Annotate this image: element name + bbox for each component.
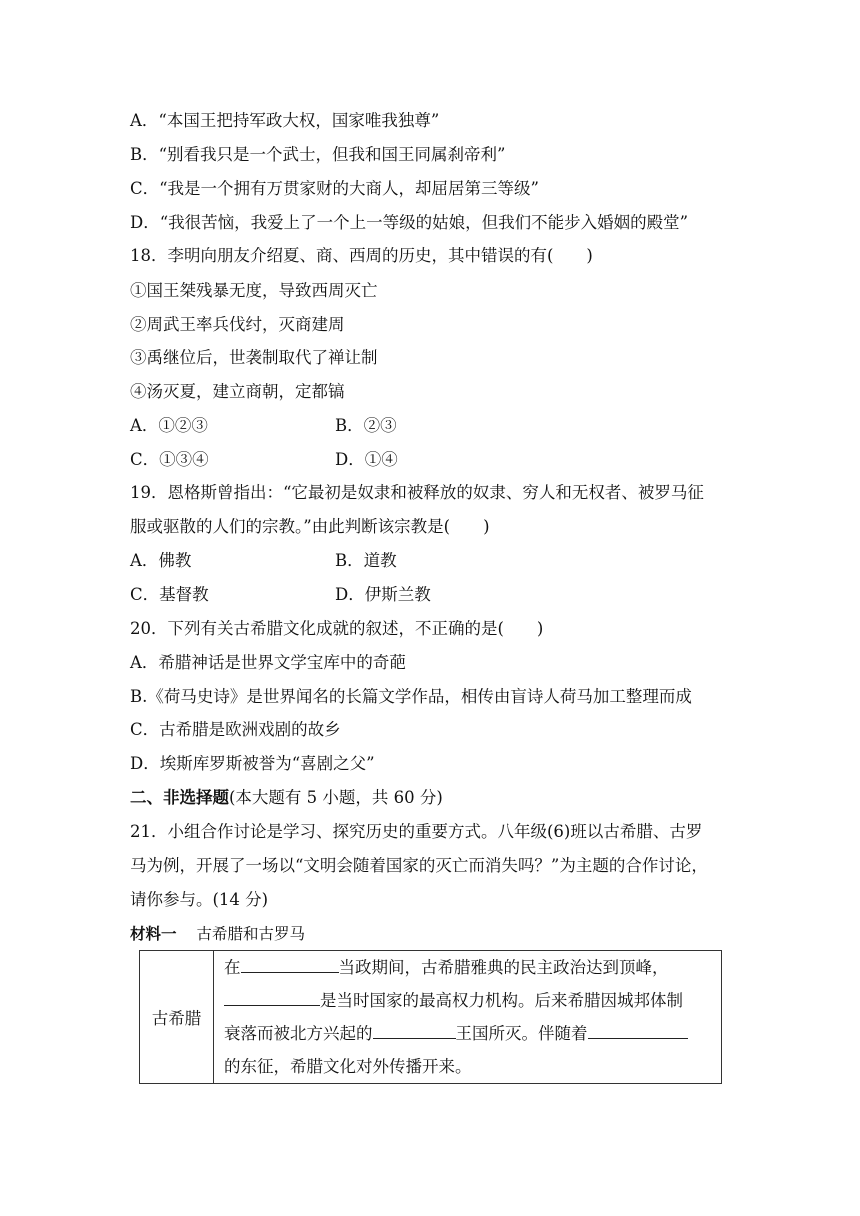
q20-option-d: D．埃斯库罗斯被誉为“喜剧之父” — [130, 754, 375, 773]
section-heading-note: (本大题有 5 小题，共 60 分) — [229, 788, 443, 807]
q20-stem: 20．下列有关古希腊文化成就的叙述，不正确的是( ) — [130, 619, 544, 638]
q19-option-c: C．基督教 — [130, 585, 209, 604]
q20-option-c: C．古希腊是欧洲戏剧的故乡 — [130, 720, 341, 739]
q21-line-3: 请你参与。(14 分) — [130, 890, 269, 909]
q18-item-3: ③禹继位后，世袭制取代了禅让制 — [130, 348, 378, 367]
q18-item-2: ②周武王率兵伐纣，灭商建周 — [130, 315, 345, 334]
q19-stem-line-1: 19．恩格斯曾指出：“它最初是奴隶和被释放的奴隶、穷人和无权者、被罗马征 — [130, 483, 704, 502]
material-heading — [130, 923, 305, 945]
q17-option-a: A．“本国王把持军政大权，国家唯我独尊” — [130, 111, 440, 130]
q19-options-row-2 — [130, 584, 431, 606]
table-row-header: 古希腊 — [140, 951, 214, 1084]
q21-line-2: 马为例，开展了一场以“文明会随着国家的灭亡而消失吗？”为主题的合作讨论， — [130, 856, 708, 875]
q17-option-d: D．“我很苦恼，我爱上了一个上一等级的姑娘，但我们不能步入婚姻的殿堂” — [130, 213, 689, 232]
table-line-3: 衰落而被北方兴起的 王国所灭。伴随着 — [224, 1017, 711, 1050]
q19-option-b: B．道教 — [335, 551, 397, 570]
q20-option-b: B.《荷马史诗》是世界闻名的长篇文学作品，相传由盲诗人荷马加工整理而成 — [130, 687, 692, 706]
q18-options-row-2 — [130, 449, 398, 471]
blank-3[interactable] — [373, 1020, 456, 1039]
q18-options-row-1 — [130, 415, 397, 437]
q18-option-a: A．①②③ — [130, 416, 208, 435]
q18-stem: 18．李明向朋友介绍夏、商、西周的历史，其中错误的有( ) — [130, 246, 593, 265]
q19-options-row-1 — [130, 550, 397, 572]
q20-option-a: A．希腊神话是世界文学宝库中的奇葩 — [130, 653, 406, 672]
material-table — [139, 950, 722, 1084]
table-line-4: 的东征，希腊文化对外传播开来。 — [224, 1057, 472, 1076]
q18-item-1: ①国王桀残暴无度，导致西周灭亡 — [130, 281, 378, 300]
table-row-content — [214, 951, 722, 1084]
q17-option-c: C．“我是一个拥有万贯家财的大商人，却屈居第三等级” — [130, 179, 539, 198]
table-line-2: 是当时国家的最高权力机构。后来希腊因城邦体制 — [224, 984, 711, 1017]
q18-item-4: ④汤灭夏，建立商朝，定都镐 — [130, 382, 345, 401]
q18-option-c: C．①③④ — [130, 450, 209, 469]
blank-1[interactable] — [241, 954, 339, 973]
q19-stem-line-2: 服或驱散的人们的宗教。”由此判断该宗教是( ) — [130, 517, 490, 536]
section-heading — [130, 787, 443, 809]
blank-2[interactable] — [224, 987, 320, 1006]
material-label: 材料一 — [130, 925, 177, 943]
q17-option-b: B．“别看我只是一个武士，但我和国王同属刹帝利” — [130, 145, 506, 164]
material-title: 古希腊和古罗马 — [196, 925, 306, 943]
q19-option-d: D．伊斯兰教 — [335, 585, 431, 604]
section-heading-title: 二、非选择题 — [130, 788, 229, 807]
table-line-1: 在 当政期间，古希腊雅典的民主政治达到顶峰， — [224, 951, 711, 984]
q18-option-b: B．②③ — [335, 416, 397, 435]
q21-line-1: 21．小组合作讨论是学习、探究历史的重要方式。八年级(6)班以古希腊、古罗 — [130, 822, 703, 841]
blank-4[interactable] — [588, 1020, 688, 1039]
q19-option-a: A．佛教 — [130, 551, 192, 570]
q18-option-d: D．①④ — [335, 450, 398, 469]
